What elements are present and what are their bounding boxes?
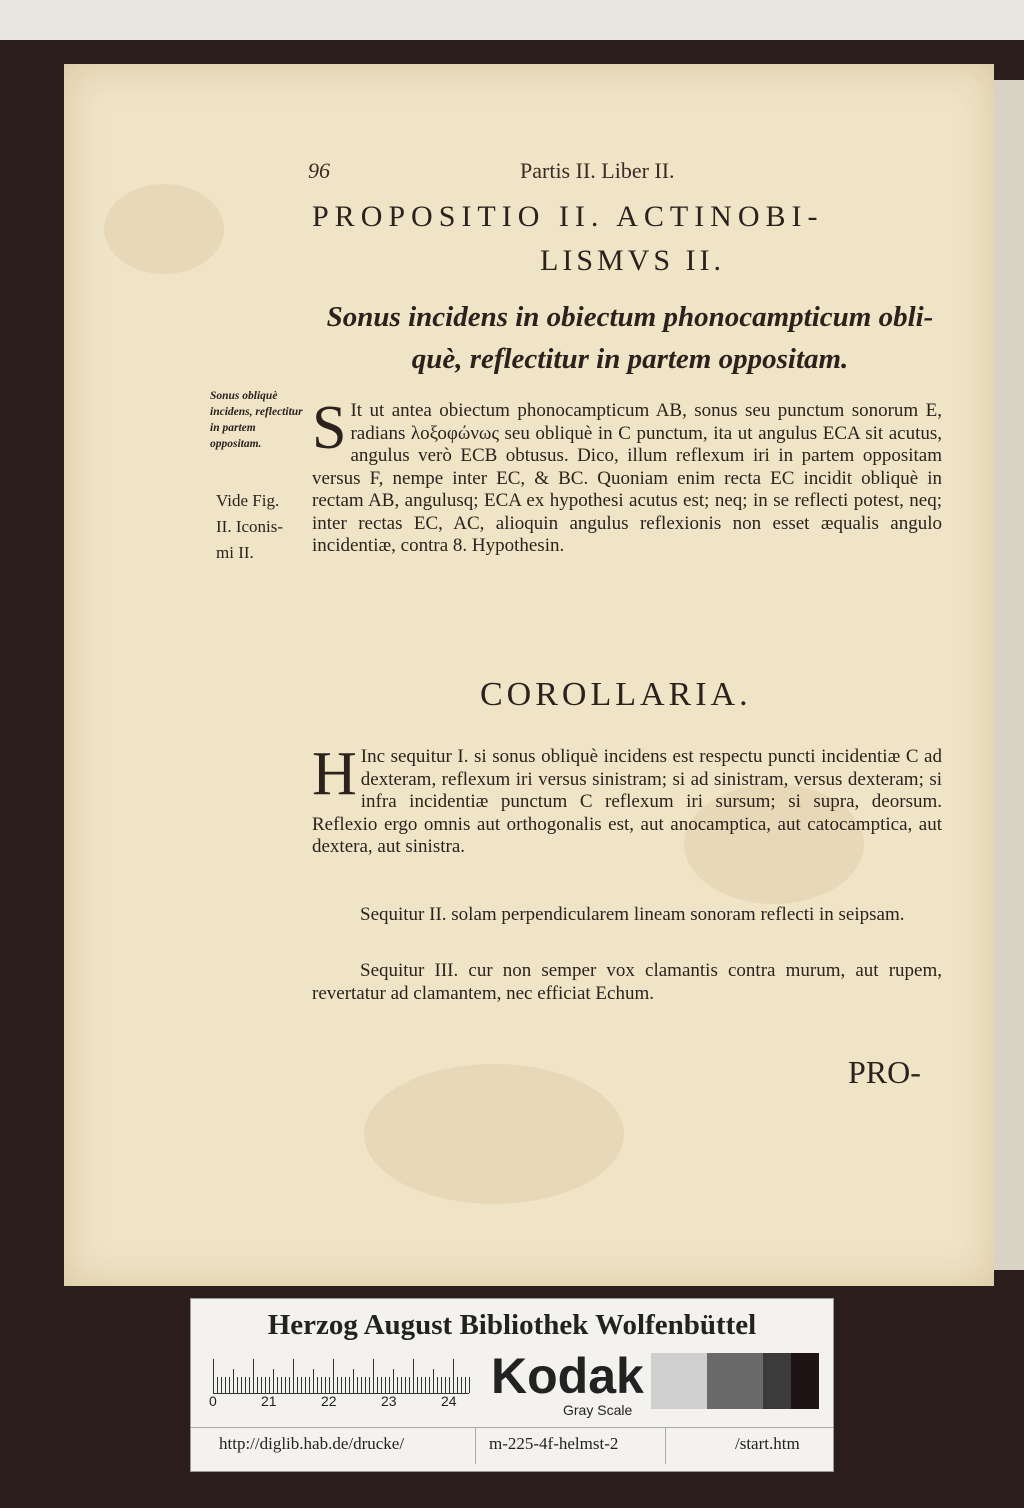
- color-calibration-card: [190, 1298, 834, 1472]
- ruler-tick: [273, 1369, 274, 1393]
- ruler-tick: [445, 1377, 446, 1393]
- kodak-logo: Kodak: [491, 1348, 644, 1404]
- ruler-tick: [405, 1377, 406, 1393]
- page-stain: [364, 1064, 624, 1204]
- ruler-tick: [461, 1377, 462, 1393]
- url-row: [191, 1427, 833, 1464]
- ruler-tick: [301, 1377, 302, 1393]
- ruler-tick: [221, 1377, 222, 1393]
- ruler-tick: [321, 1377, 322, 1393]
- ruler-tick: [257, 1377, 258, 1393]
- ruler-tick: [269, 1377, 270, 1393]
- ruler-tick: [373, 1359, 374, 1393]
- ruler-label: 24: [441, 1393, 457, 1409]
- ruler-label: 23: [381, 1393, 397, 1409]
- ruler-tick: [393, 1369, 394, 1393]
- ruler-label: 21: [261, 1393, 277, 1409]
- ruler-tick: [277, 1377, 278, 1393]
- ruler-tick: [417, 1377, 418, 1393]
- margin-reference-line: Vide Fig.: [216, 491, 280, 510]
- ruler-tick: [381, 1377, 382, 1393]
- institution-name: Herzog August Bibliothek Wolfenbüttel: [267, 1309, 757, 1341]
- ruler-tick: [397, 1377, 398, 1393]
- ruler-labels: [209, 1393, 479, 1413]
- ruler-tick: [249, 1377, 250, 1393]
- ruler-tick: [237, 1377, 238, 1393]
- paragraph-corollary-3: Sequitur III. cur non semper vox clamantis contra murum, aut rupem, revertatur ad clamantem, nec efficiat Echum.: [312, 960, 942, 1004]
- ruler-tick: [385, 1377, 386, 1393]
- ruler-tick: [377, 1377, 378, 1393]
- ruler-tick: [337, 1377, 338, 1393]
- ruler-tick: [225, 1377, 226, 1393]
- ruler-tick: [305, 1377, 306, 1393]
- book-page: [64, 64, 994, 1286]
- catchword: PRO-: [848, 1054, 921, 1090]
- proposition-title-line1: PROPOSITIO II. ACTINOBI-: [312, 200, 824, 233]
- ruler-tick: [265, 1377, 266, 1393]
- url-part: /start.htm: [735, 1434, 800, 1453]
- ruler-tick: [413, 1359, 414, 1393]
- url-part: m-225-4f-helmst-2: [489, 1434, 619, 1453]
- gray-scale-label: Gray Scale: [563, 1402, 633, 1418]
- ruler-label: 0: [209, 1393, 217, 1409]
- ruler-tick: [369, 1377, 370, 1393]
- page-number: 96: [308, 158, 330, 183]
- ruler-tick: [361, 1377, 362, 1393]
- ruler-tick: [297, 1377, 298, 1393]
- margin-reference-line: mi II.: [216, 543, 254, 562]
- ruler-tick: [309, 1377, 310, 1393]
- ruler-tick: [469, 1377, 470, 1393]
- ruler-tick: [345, 1377, 346, 1393]
- ruler-tick: [333, 1359, 334, 1393]
- scale-ruler: [213, 1357, 469, 1394]
- enunciation-line2: què, reflectitur in partem oppositam.: [411, 343, 849, 375]
- ruler-tick: [441, 1377, 442, 1393]
- gray-swatch: [707, 1353, 763, 1409]
- ruler-tick: [457, 1377, 458, 1393]
- ruler-tick: [293, 1359, 294, 1393]
- ruler-tick: [213, 1359, 214, 1393]
- ruler-tick: [365, 1377, 366, 1393]
- ruler-tick: [241, 1377, 242, 1393]
- gray-swatch: [763, 1353, 791, 1409]
- page-header: [308, 158, 675, 184]
- divider: [665, 1428, 666, 1464]
- margin-reference-line: II. Iconis-: [216, 517, 284, 536]
- ruler-tick: [425, 1377, 426, 1393]
- ruler-tick: [317, 1377, 318, 1393]
- ruler-tick: [289, 1377, 290, 1393]
- page-stain: [104, 184, 224, 274]
- ruler-tick: [217, 1377, 218, 1393]
- ruler-tick: [429, 1377, 430, 1393]
- gray-swatch: [651, 1353, 707, 1409]
- proposition-title-line2: LISMVS II.: [540, 244, 726, 277]
- ruler-tick: [281, 1377, 282, 1393]
- ruler-tick: [389, 1377, 390, 1393]
- ruler-tick: [325, 1377, 326, 1393]
- margin-note: Sonus obliquè incidens, reflectitur in partem oppositam.: [210, 390, 303, 450]
- enunciation-line1: Sonus incidens in obiectum phonocampticum obli-: [326, 301, 934, 333]
- ruler-tick: [229, 1377, 230, 1393]
- paragraph-proof: [312, 394, 942, 558]
- ruler-tick: [357, 1377, 358, 1393]
- paragraph-corollary-2: Sequitur II. solam perpendicularem lineam sonoram reflecti in seipsam.: [360, 904, 905, 925]
- ruler-tick: [465, 1377, 466, 1393]
- ruler-tick: [341, 1377, 342, 1393]
- ruler-tick: [453, 1359, 454, 1393]
- ruler-tick: [329, 1377, 330, 1393]
- ruler-tick: [349, 1377, 350, 1393]
- ruler-tick: [409, 1377, 410, 1393]
- ruler-label: 22: [321, 1393, 337, 1409]
- ruler-tick: [421, 1377, 422, 1393]
- ruler-tick: [261, 1377, 262, 1393]
- running-head: Partis II. Liber II.: [520, 158, 675, 183]
- ruler-tick: [253, 1359, 254, 1393]
- ruler-tick: [353, 1369, 354, 1393]
- paragraph-corollary-1: [312, 740, 942, 859]
- divider: [475, 1428, 476, 1464]
- ruler-tick: [245, 1377, 246, 1393]
- ruler-tick: [437, 1377, 438, 1393]
- url-part: http://diglib.hab.de/drucke/: [219, 1434, 405, 1453]
- paragraph-text: Inc sequitur I. si sonus obliquè incidens est respectu puncti incidentiæ C ad dexteram, reflexum iri versus sinistram; si ad sinistram, versus dexteram; si infra incidentiæ punctum C reflexum iri sursum; si supra, deorsum. Reflexio ergo omnis aut orthogonalis est, aut anocamptica, aut catocamptica, aut dextera, aut sinistra.: [312, 746, 942, 857]
- ruler-tick: [401, 1377, 402, 1393]
- drop-cap: S: [312, 394, 347, 462]
- corollaria-heading: COROLLARIA.: [480, 676, 752, 713]
- ruler-tick: [285, 1377, 286, 1393]
- gray-swatch: [791, 1353, 819, 1409]
- ruler-tick: [449, 1377, 450, 1393]
- drop-cap: H: [312, 740, 357, 808]
- ruler-tick: [233, 1369, 234, 1393]
- margin-reference: [216, 488, 283, 566]
- ruler-tick: [313, 1369, 314, 1393]
- ruler-tick: [433, 1369, 434, 1393]
- paragraph-text: It ut antea obiectum phonocampticum AB, sonus seu punctum sonorum E, radians λοξοφώνως seu obliquè in C punctum, ita ut angulus ECA sit acutus, angulus verò ECB obtusus. Dico, illum reflexum iri in partem oppositam versus F, nempe inter EC, & BC. Quoniam enim recta EC incidit obliquè in rectam AB, angulusq; ECA ex hypothesi acutus est; neq; in se reflecti potest, neq; inter rectas EC, AC, alioquin angulus reflexionis non esset æqualis angulo incidentiæ, contra 8. Hypothesin.: [312, 400, 942, 556]
